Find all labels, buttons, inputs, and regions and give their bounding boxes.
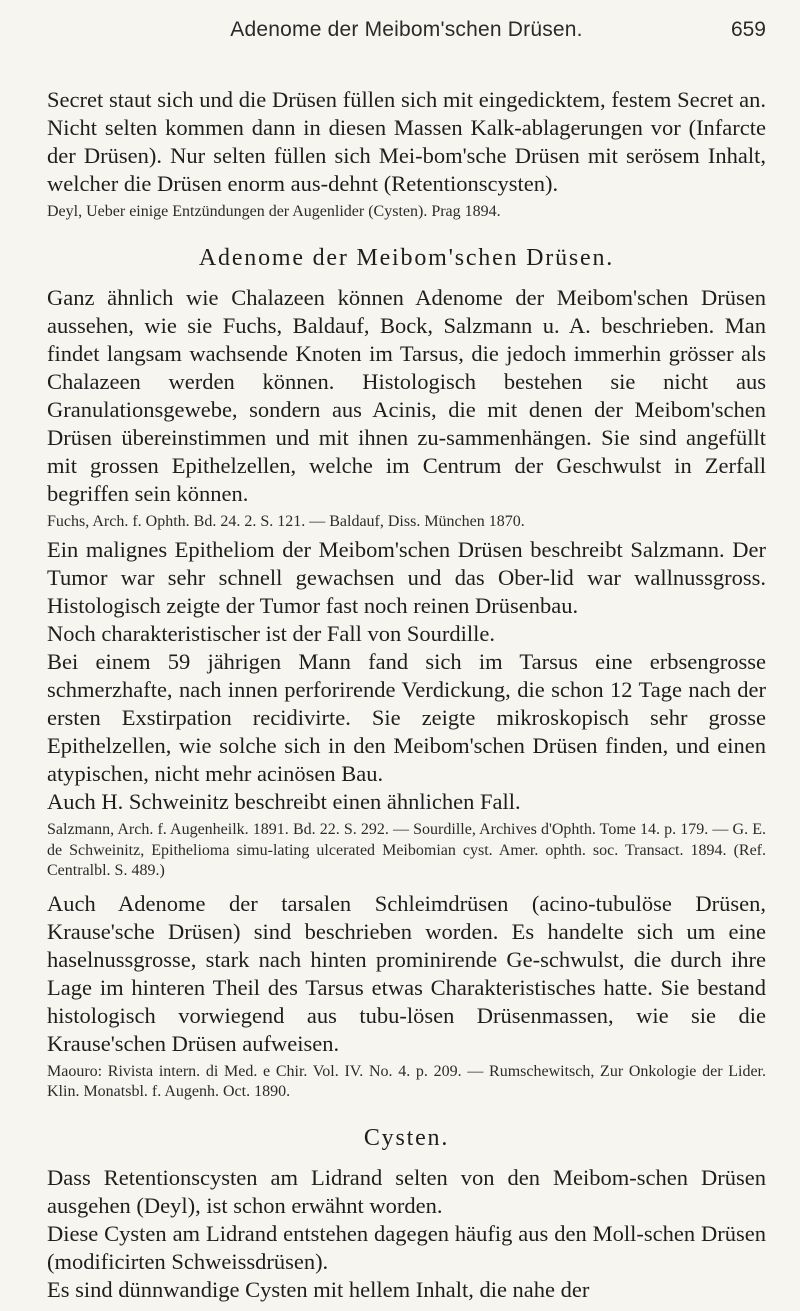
reference-fuchs-baldauf: Fuchs, Arch. f. Ophth. Bd. 24. 2. S. 121. — Baldauf, Diss. München 1870. (47, 512, 525, 530)
paragraph-adenome-intro: Ganz ähnlich wie Chalazeen können Adenome der Meibom'schen Drüsen aussehen, wie sie Fuchs, Baldauf, Bock, Salzmann u. A. beschrieben. Man findet langsam wachsende Knoten im Tarsus, die jedoch immerhin grösser als Chalazeen werden können. Histologisch bestehen sie nicht aus Granulationsgewebe, sondern aus Acinis, die mit denen der Meibom'schen Drüsen übereinstimmen und mit ihnen zu-sammenhängen. Sie sind angefüllt mit grossen Epithelzellen, welche im Centrum der Geschwulst in Zerfall begriffen sein können. (47, 284, 766, 506)
paragraph-epitheliom: Ein malignes Epitheliom der Meibom'schen Drüsen beschreibt Salzmann. Der Tumor war sehr schnell gewachsen und das Ober-lid war wallnussgross. Histologisch zeigte der Tumor fast noch reinen Drüsenbau. (47, 537, 766, 618)
paragraph-duennwandig: Es sind dünnwandige Cysten mit hellem Inhalt, die nahe der (47, 1276, 590, 1302)
paragraph-retentionscysten: Dass Retentionscysten am Lidrand selten von den Meibom-schen Drüsen ausgehen (Deyl), ist schon erwähnt worden. (47, 1164, 766, 1218)
paragraph-schweinitz: Auch H. Schweinitz beschreibt einen ähnlichen Fall. (47, 789, 521, 814)
paragraph-schleimdruesen: Auch Adenome der tarsalen Schleimdrüsen (acino-tubulöse Drüsen, Krause'sche Drüsen) sind beschrieben worden. Es handelte sich um eine haselnussgrosse, stark nach hinten prominirende Ge-schwulst, die durch ihre Lage im hinteren Theil des Tarsus etwas Charakteristisches hatte. Sie bestand histologisch vorwiegend aus tubu-lösen Drüsenmassen, wie sie die Krause'schen Drüsen aufweisen. (47, 890, 766, 1056)
paragraph-case: Bei einem 59 jährigen Mann fand sich im Tarsus eine erbsengrosse schmerzhafte, nach innen perforirende Verdickung, die schon 12 Tage nach der ersten Exstirpation recidivirte. Sie zeigte mikroskopisch sehr grosse Epithelzellen, wie solche sich in den Meibom'schen Drüsen finden, und einen atypischen, nicht mehr acinösen Bau. (47, 649, 766, 786)
page-number: 659 (730, 18, 766, 41)
section-heading-adenome: Adenome der Meibom'schen Drüsen. (198, 244, 615, 271)
paragraph-sourdille: Noch charakteristischer ist der Fall von Sourdille. (47, 621, 496, 646)
paragraph-moll: Diese Cysten am Lidrand entstehen dagegen häufig aus den Moll-schen Drüsen (modificirten Schweissdrüsen). (47, 1220, 766, 1274)
page-header (47, 0, 766, 50)
reference-maouro: Maouro: Rivista intern. di Med. e Chir. Vol. IV. No. 4. p. 209. — Rumschewitsch, Zur Onkologie der Lider. Klin. Monatsbl. f. Augenh. Oct. 1890. (47, 1062, 766, 1100)
reference-deyl: Deyl, Ueber einige Entzündungen der Augenlider (Cysten). Prag 1894. (47, 203, 501, 220)
running-head: Adenome der Meibom'schen Drüsen. (230, 18, 583, 41)
section-heading-cysten: Cysten. (363, 1124, 450, 1151)
reference-salzmann-sourdille: Salzmann, Arch. f. Augenheilk. 1891. Bd. 22. S. 292. — Sourdille, Archives d'Ophth. Tome 14. p. 179. — G. E. de Schweinitz, Epithelioma simu-lating ulcerated Meibomian cyst. Amer. ophth. soc. Transact. 1894. (Ref. Centralbl. S. 489.) (47, 821, 766, 879)
paragraph-secret: Secret staut sich und die Drüsen füllen sich mit eingedicktem, festem Secret an. Nicht selten kommen dann in diesen Massen Kalk-ablagerungen vor (Infarcte der Drüsen). Nur selten füllen sich Mei-bom'sche Drüsen mit serösem Inhalt, welcher die Drüsen enorm aus-dehnt (Retentionscysten). (47, 87, 766, 196)
